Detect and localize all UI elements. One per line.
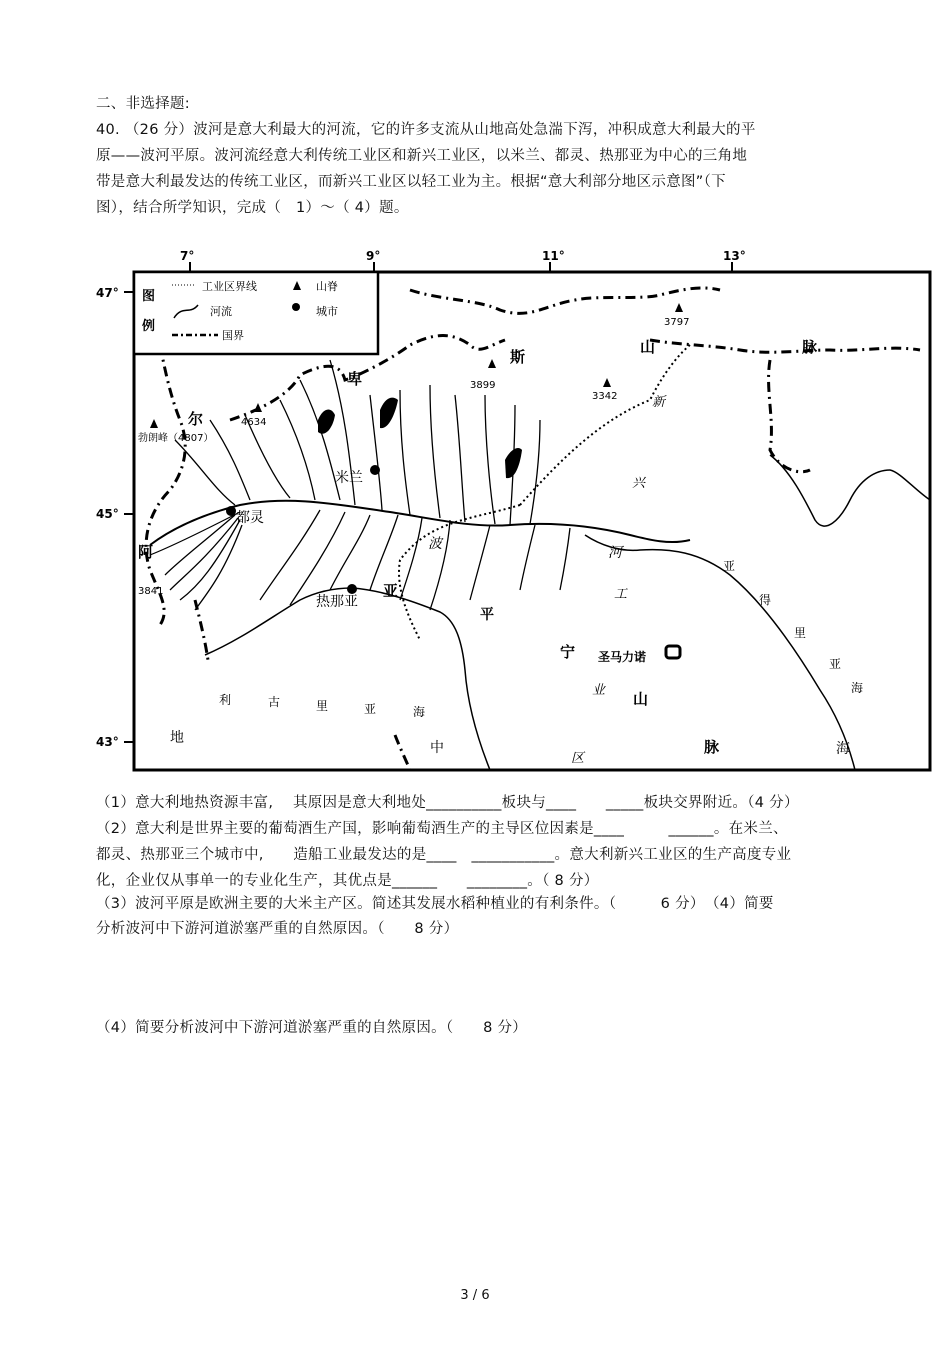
sub-question-2-line: （2）意大利是世界主要的葡萄酒生产国，影响葡萄酒生产的主导区位因素是____ ______。在米兰、	[96, 821, 788, 837]
lon-label: 7°	[180, 249, 195, 263]
place-char: 山	[633, 690, 649, 708]
peak-label: 3899	[470, 380, 496, 391]
place-char: 亚	[829, 657, 842, 671]
tributaries	[165, 360, 570, 610]
place-char: 平	[480, 607, 494, 623]
legend-industrial-boundary: 工业区界线	[202, 280, 257, 293]
lon-label: 11°	[542, 249, 565, 263]
place-char: 工	[614, 587, 628, 602]
lon-label: 13°	[723, 249, 746, 263]
san-marino-marker	[666, 646, 680, 658]
mountain-icon	[254, 403, 262, 412]
place-char: 利	[219, 693, 232, 707]
place-char: 区	[571, 751, 585, 766]
coastline	[205, 588, 490, 770]
place-char: 脉	[802, 338, 818, 356]
border-sanmarino	[195, 600, 208, 660]
peak-label: 3797	[664, 317, 690, 328]
place-char: 里	[316, 699, 329, 713]
question-intro-line: 带是意大利最发达的传统工业区，而新兴工业区以轻工业为主。根据“意大利部分地区示意图”（下	[96, 174, 726, 190]
san-marino-label: 圣马力诺	[598, 650, 647, 664]
place-char: 新	[652, 395, 666, 410]
question-intro-line: 原——波河平原。波河流经意大利传统工业区和新兴工业区，以米兰、都灵、热那亚为中心的三角地	[96, 148, 748, 164]
city-label-turin: 都灵	[236, 510, 264, 526]
place-char: 古	[268, 695, 281, 709]
lat-label: 43°	[96, 735, 119, 749]
legend-city: 城市	[316, 305, 338, 318]
place-char: 海	[836, 741, 850, 757]
legend-border: 国界	[222, 329, 244, 342]
place-char: 海	[413, 705, 426, 719]
place-char: 亚	[723, 559, 736, 573]
sub-question-4: （4）简要分析波河中下游河道淤塞严重的自然原因。（ 8 分）	[96, 1020, 528, 1036]
industrial-boundary	[399, 345, 690, 640]
border-east	[650, 340, 920, 352]
legend	[134, 272, 378, 354]
peak-label: 3342	[592, 391, 618, 402]
place-char: 业	[592, 683, 606, 698]
mountain-icon	[603, 378, 611, 387]
city-dot-genoa	[347, 584, 357, 594]
mountain-icon	[488, 359, 496, 368]
city-label-milan: 米兰	[335, 470, 363, 486]
place-char: 兴	[632, 476, 646, 491]
place-char: 斯	[510, 348, 526, 366]
istria-coast	[770, 455, 930, 526]
place-char: 海	[851, 681, 864, 695]
place-char: 阿	[138, 543, 154, 561]
border-bottom	[395, 735, 410, 770]
lat-label: 45°	[96, 507, 119, 521]
peak-label: 勃朗峰（4807）	[138, 433, 214, 444]
border-west	[146, 345, 185, 625]
sub-question-1: （1）意大利地热资源丰富, 其原因是意大利地处__________板块与____ _____板块交界附近。（4 分）	[96, 795, 799, 811]
city-dot-milan	[370, 465, 380, 475]
border-north	[410, 288, 720, 313]
mountain-icon	[675, 303, 683, 312]
place-char: 亚	[383, 582, 399, 600]
place-char: 地	[170, 730, 184, 746]
place-char: 中	[430, 740, 444, 756]
page-number: 3 / 6	[460, 1288, 490, 1303]
legend-peak: 山脊	[316, 280, 338, 293]
place-char: 脉	[704, 738, 720, 756]
place-char: 卑	[347, 370, 363, 388]
lakes	[318, 398, 522, 478]
section-heading: 二、非选择题:	[96, 96, 190, 112]
place-char: 宁	[560, 643, 576, 661]
sub-question-2-line: 都灵、热那亚三个城市中, 造船工业最发达的是____ ___________。意大利新兴工业区的生产高度专业	[96, 847, 792, 863]
city-dot-turin	[226, 506, 236, 516]
italy-map	[96, 240, 936, 780]
legend-river: 河流	[210, 305, 232, 318]
place-char: 山	[640, 338, 656, 356]
city-label-genoa: 热那亚	[316, 594, 358, 610]
place-char: 亚	[364, 702, 377, 716]
lon-label: 9°	[366, 249, 381, 263]
place-char: 河	[608, 545, 622, 561]
peak-label: 3841	[138, 586, 164, 597]
question-intro-line: 图），结合所学知识，完成（ 1）～（ 4）题。	[96, 200, 409, 216]
legend-title-char: 图	[142, 289, 156, 304]
city-dot-icon	[292, 303, 300, 311]
peak-label: 4634	[241, 417, 267, 428]
legend-title-char: 例	[142, 319, 156, 334]
place-char: 里	[794, 626, 807, 640]
mountain-icon	[150, 419, 158, 428]
sub-question-3-line: 分析波河中下游河道淤塞严重的自然原因。（ 8 分）	[96, 921, 459, 937]
question-intro-line: 40. （26 分）波河是意大利最大的河流，它的许多支流从山地高处急湍下泻，冲积成意大利最大的平	[96, 122, 756, 138]
sub-question-2-line: 化，企业仅从事单一的专业化生产，其优点是______ ________。（ 8 分）	[96, 873, 599, 889]
border-slovenia	[769, 360, 810, 472]
place-char: 得	[759, 593, 772, 607]
sub-question-3-line: （3）波河平原是欧洲主要的大米主产区。简述其发展水稻种植业的有利条件。（ 6 分） （4）简要	[96, 896, 774, 912]
lat-label: 47°	[96, 286, 119, 300]
place-char: 尔	[188, 410, 204, 428]
place-char: 波	[428, 536, 442, 552]
